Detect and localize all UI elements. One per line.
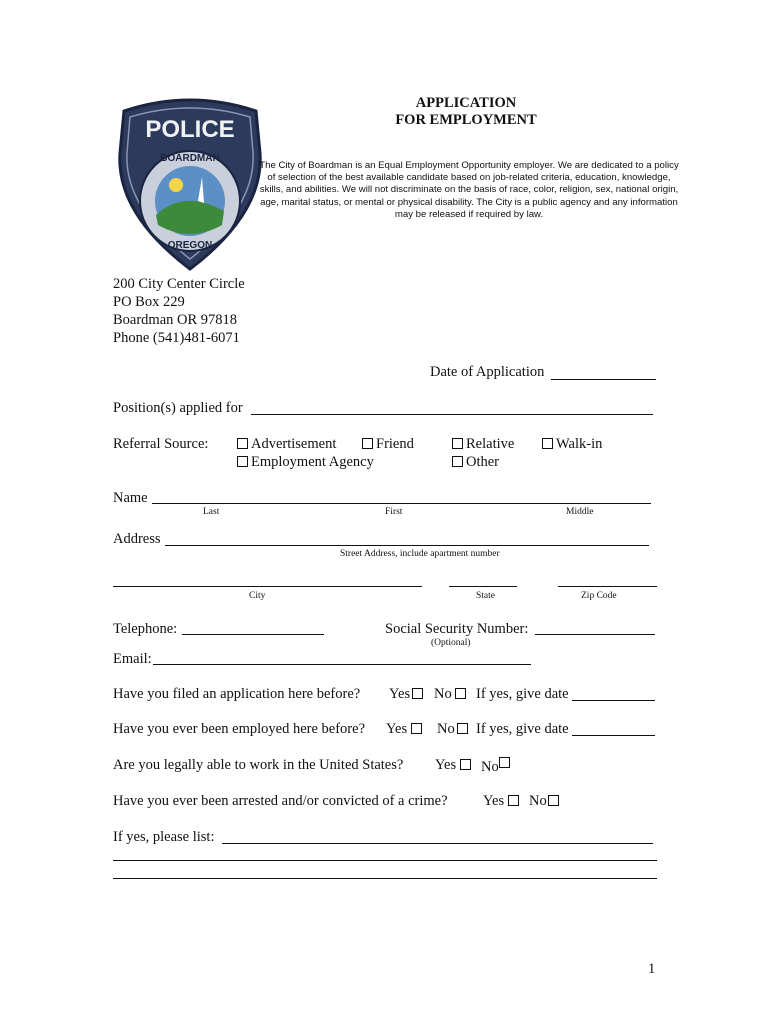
other-checkbox[interactable] [452,456,463,467]
address-line-3: Boardman OR 97818 [113,312,238,328]
q2-yes[interactable]: Yes [386,721,425,738]
eeo-statement: The City of Boardman is an Equal Employment Opportunity employer. We are dedicated to a policy of selection of the best available candidate based on job-related criteria, education, knowledge, skills, and abilities. We will not discriminate on the basis of race, color, religion, sex, national origin, age, marital status, or mental or physical disability. The City is a public agency and any information may be released if required by law. [259,160,679,220]
address-line-1: 200 City Center Circle [113,276,245,292]
city-field[interactable] [113,586,422,587]
position-label: Position(s) applied for [113,400,243,416]
q1-yes-checkbox[interactable] [412,688,423,699]
q3-no-checkbox[interactable] [499,757,510,768]
telephone-field[interactable] [182,634,324,635]
state-caption: State [476,591,495,601]
zip-field[interactable] [558,586,657,587]
title-line-2: FOR EMPLOYMENT [395,112,537,128]
q1-no[interactable]: No [434,686,469,703]
name-last-caption: Last [203,507,220,517]
question-employed-before: Have you ever been employed here before? [113,721,366,737]
telephone-label: Telephone: [113,621,178,637]
title-line-1: APPLICATION [415,95,517,111]
referral-label: Referral Source: [113,436,209,452]
page-number: 1 [648,961,656,977]
question-work-eligibility: Are you legally able to work in the United States? [113,757,404,773]
name-label: Name [113,490,148,506]
city-caption: City [249,591,266,601]
ssn-caption: (Optional) [431,638,471,648]
referral-friend[interactable]: Friend [362,436,414,453]
referral-agency[interactable]: Employment Agency [237,454,374,471]
ssn-label: Social Security Number: [385,621,529,637]
relative-checkbox[interactable] [452,438,463,449]
agency-checkbox[interactable] [237,456,248,467]
q4-yes-checkbox[interactable] [508,795,519,806]
q2-no[interactable]: No [437,721,471,738]
if-yes-list-label: If yes, please list: [113,829,215,845]
referral-other[interactable]: Other [452,454,499,471]
question-filed-before: Have you filed an application here before? [113,686,361,702]
referral-relative[interactable]: Relative [452,436,514,453]
address-line-2: PO Box 229 [113,294,185,310]
q2-date-field[interactable] [572,735,655,736]
list-line-3[interactable] [113,878,657,879]
name-field[interactable] [152,503,651,504]
advertisement-checkbox[interactable] [237,438,248,449]
q3-no[interactable]: No [481,757,513,776]
friend-checkbox[interactable] [362,438,373,449]
police-badge-logo [114,93,266,271]
badge-police-text: POLICE [145,116,235,143]
page-title [366,95,566,129]
q2-yes-checkbox[interactable] [411,723,422,734]
q2-date-label: If yes, give date [476,721,569,737]
address-line-4: Phone (541)481-6071 [113,330,240,346]
q1-date-field[interactable] [572,700,655,701]
referral-walkin[interactable]: Walk-in [542,436,602,453]
street-caption: Street Address, include apartment number [340,549,500,559]
question-arrested: Have you ever been arrested and/or convicted of a crime? [113,793,448,809]
q4-yes[interactable]: Yes [483,793,522,810]
position-field[interactable] [251,414,653,415]
badge-ring-top: BOARDMAN [160,153,220,164]
date-label: Date of Application [430,364,545,380]
street-field[interactable] [165,545,649,546]
email-field[interactable] [153,664,531,665]
q1-yes[interactable]: Yes [389,686,426,703]
zip-caption: Zip Code [581,591,617,601]
date-field[interactable] [551,379,656,380]
list-line-2[interactable] [113,860,657,861]
email-label: Email: [113,651,152,667]
name-middle-caption: Middle [566,507,594,517]
ssn-field[interactable] [535,634,655,635]
list-line-1[interactable] [222,843,653,844]
badge-ring-bottom: OREGON [167,240,213,251]
q3-yes-checkbox[interactable] [460,759,471,770]
q1-no-checkbox[interactable] [455,688,466,699]
state-field[interactable] [449,586,517,587]
address-label: Address [113,531,161,547]
q4-no[interactable]: No [529,793,562,810]
walkin-checkbox[interactable] [542,438,553,449]
referral-advertisement[interactable]: Advertisement [237,436,336,453]
q1-date-label: If yes, give date [476,686,569,702]
city-address-block [113,275,245,347]
q3-yes[interactable]: Yes [435,757,474,774]
name-first-caption: First [385,507,403,517]
q2-no-checkbox[interactable] [457,723,468,734]
q4-no-checkbox[interactable] [548,795,559,806]
